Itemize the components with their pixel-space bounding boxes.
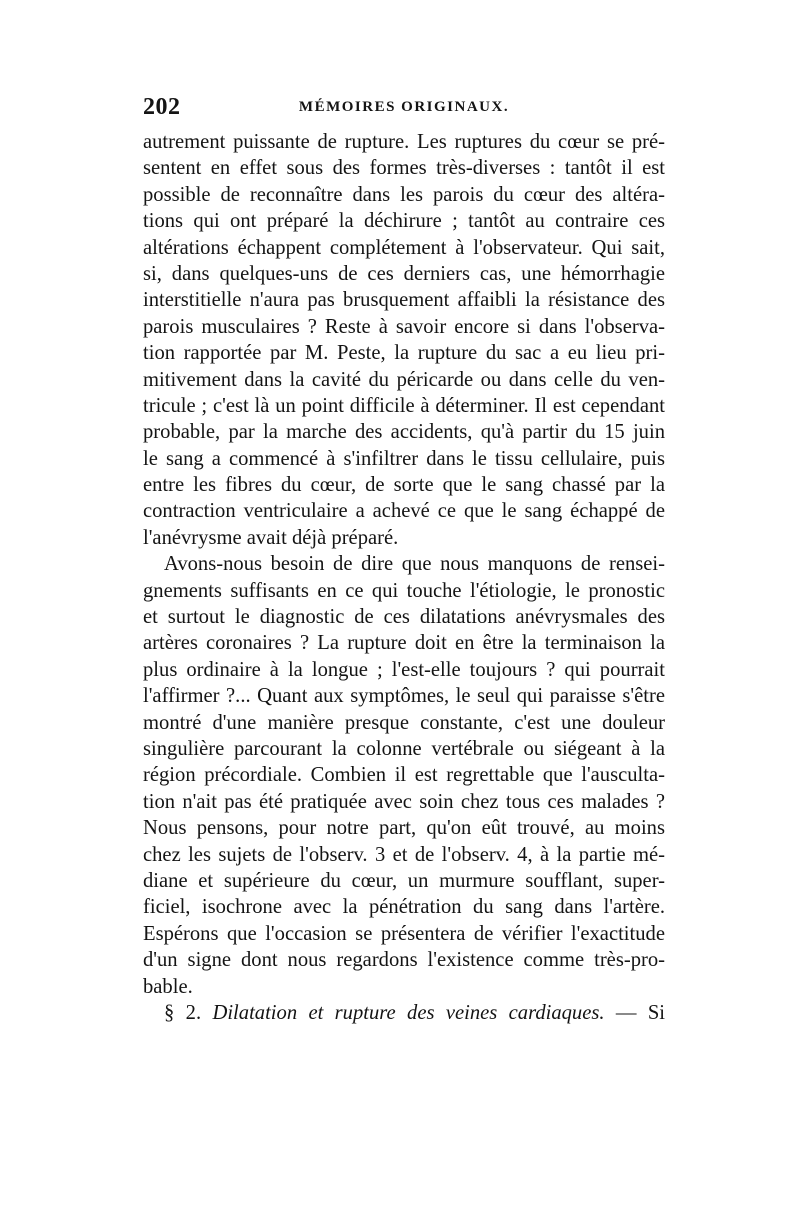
section-number: § 2. [164,1001,202,1024]
section-continuation: — Si [615,1001,666,1024]
text-line: possible de reconnaître dans les parois du cœur des altéra- [143,183,665,206]
page-header [143,94,665,128]
body-text [143,129,665,1026]
text-line: artères coronaires ? La rupture doit en être la terminaison la [143,632,665,655]
text-line: Espérons que l'occasion se présentera de vérifier l'exactitude [143,922,665,945]
text-line: sentent en effet sous des formes très-diverses : tantôt il est [143,157,665,180]
paragraph-end-line: l'anévrysme avait déjà préparé. [143,526,399,549]
text-line: altérations échappent complétement à l'observateur. Qui sait, [143,236,665,259]
text-line: probable, par la marche des accidents, qu'à partir du 15 juin [143,421,665,444]
section-heading-line [143,1000,665,1026]
text-line: l'affirmer ?... Quant aux symptômes, le seul qui paraisse s'être [143,685,665,708]
text-line: autrement puissante de rupture. Les ruptures du cœur se pré- [143,131,665,153]
text-line: entre les fibres du cœur, de sorte que le sang chassé par la [143,474,665,497]
text-line: chez les sujets de l'observ. 3 et de l'observ. 4, à la partie mé- [143,843,665,866]
section-title: Dilatation et rupture des veines cardiaques. [212,1001,605,1024]
text-line: tion rapportée par M. Peste, la rupture du sac a eu lieu pri- [143,342,665,365]
text-line: contraction ventriculaire a achevé ce que le sang échappé de [143,500,665,523]
text-line: parois musculaires ? Reste à savoir encore si dans l'observa- [143,315,665,338]
text-line: tions qui ont préparé la déchirure ; tantôt au contraire ces [143,210,665,233]
text-line: mitivement dans la cavité du péricarde ou dans celle du ven- [143,368,665,391]
paragraph-end-line: bable. [143,975,193,998]
text-line: d'un signe dont nous regardons l'existence comme très-pro- [143,949,665,972]
text-line: Nous pensons, pour notre part, qu'on eût trouvé, au moins [143,817,665,840]
text-line: région précordiale. Combien il est regrettable que l'ausculta- [143,764,665,787]
text-line: singulière parcourant la colonne vertébrale ou siégeant à la [143,737,665,760]
text-line: tricule ; c'est là un point difficile à déterminer. Il est cependant [143,394,665,417]
text-line: interstitielle n'aura pas brusquement affaibli la résistance des [143,289,665,312]
text-line: montré d'une manière presque constante, c'est une douleur [143,711,665,734]
text-line: gnements suffisants en ce qui touche l'étiologie, le pronostic [143,579,665,602]
text-line: diane et supérieure du cœur, un murmure soufflant, super- [143,869,665,892]
paragraph-start-line: Avons-nous besoin de dire que nous manquons de rensei- [164,553,665,576]
text-line: et surtout le diagnostic de ces dilatations anévrysmales des [143,606,665,629]
running-title: MÉMOIRES ORIGINAUX. [298,99,510,115]
text-line: si, dans quelques-uns de ces derniers cas, une hémorrhagie [143,262,665,285]
text-line: tion n'ait pas été pratiquée avec soin chez tous ces malades ? [143,790,665,813]
page-number: 202 [143,94,181,120]
text-line: ficiel, isochrone avec la pénétration du sang dans l'artère. [143,896,665,919]
text-line: plus ordinaire à la longue ; l'est-elle toujours ? qui pourrait [143,658,665,681]
text-line: le sang a commencé à s'infiltrer dans le tissu cellulaire, puis [143,447,665,470]
